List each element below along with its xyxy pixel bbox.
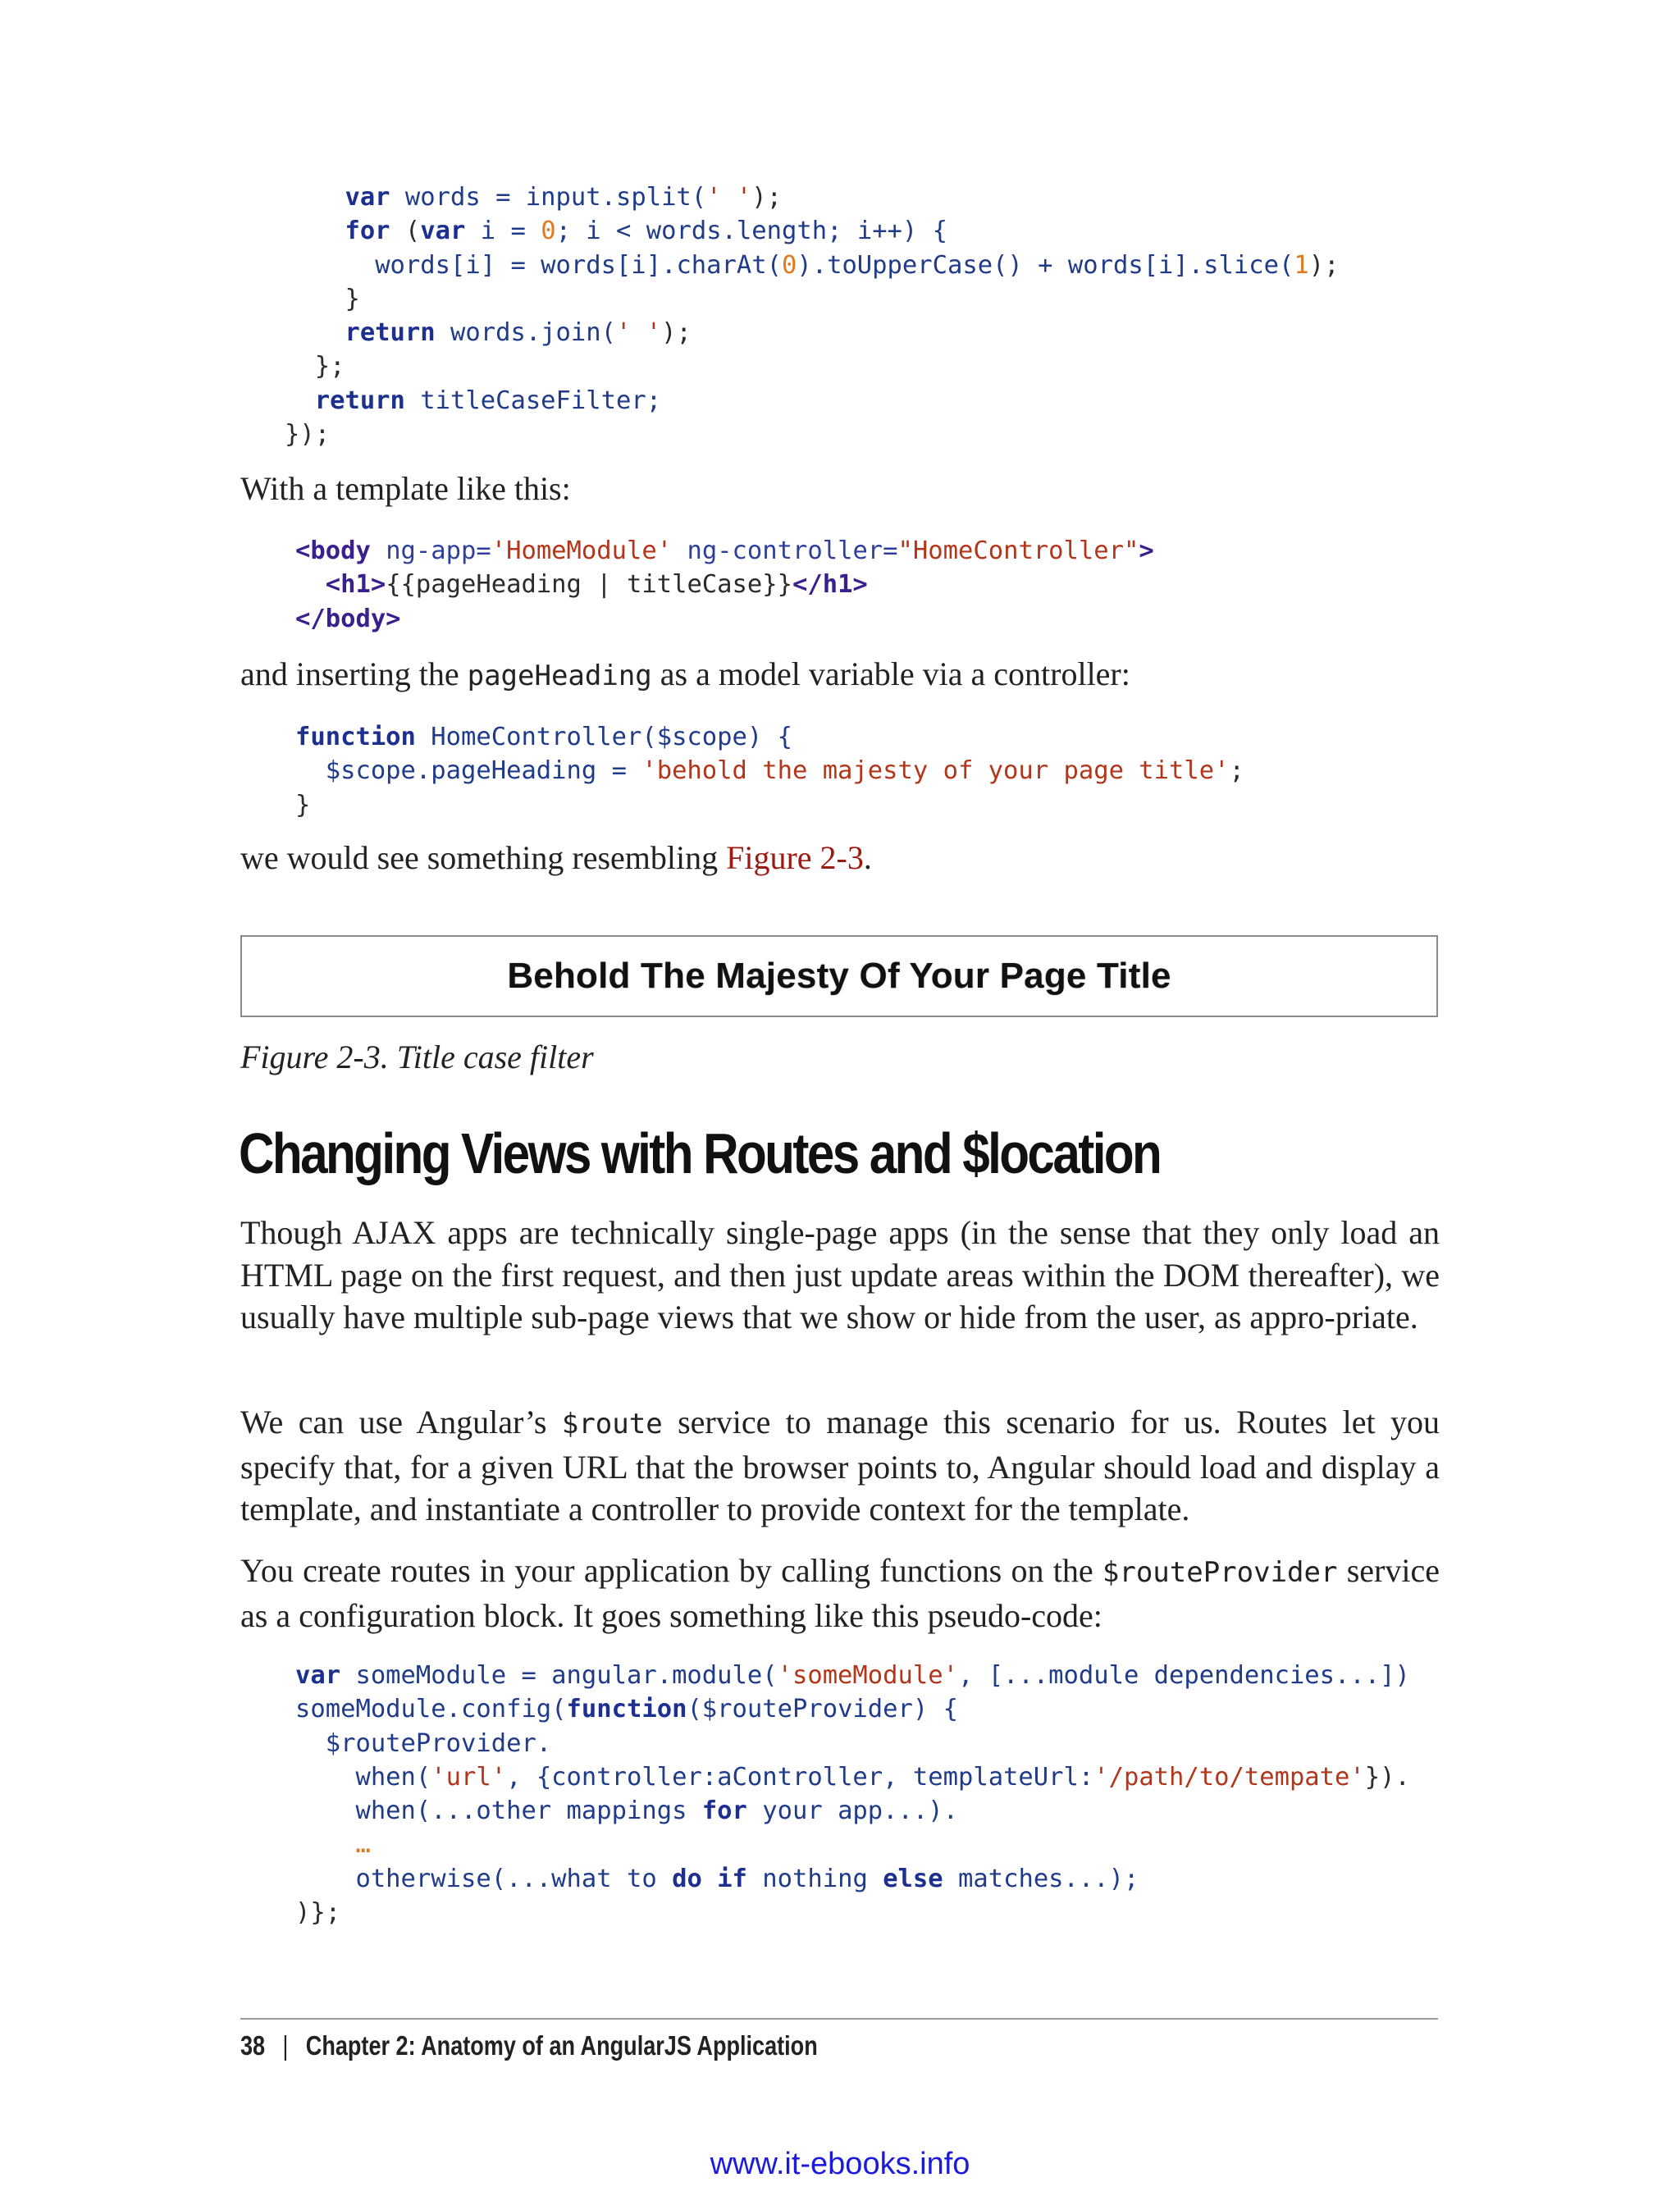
code-line — [285, 180, 1339, 214]
code-token: 0 — [541, 217, 556, 246]
code-token: > — [1139, 536, 1154, 565]
code-token: words.join( — [435, 318, 616, 348]
code-token: for — [345, 217, 390, 246]
code-token — [285, 217, 345, 245]
code-token: var — [295, 1661, 341, 1690]
code-token: ($routeProvider) { — [687, 1695, 958, 1724]
code-line — [285, 282, 1339, 316]
code-token: ng-app= — [370, 536, 491, 565]
code-token: matches...); — [943, 1864, 1139, 1893]
code-line — [295, 602, 1154, 636]
code-token: , [...module dependencies...]) — [957, 1661, 1410, 1690]
code-token: 0 — [781, 250, 797, 280]
code-token: for — [701, 1796, 747, 1826]
page-footer — [240, 2030, 818, 2061]
code-line — [285, 316, 1339, 349]
paragraph-text: With a template like this: — [240, 470, 571, 507]
code-token: … — [295, 1830, 371, 1860]
code-line — [295, 1862, 1410, 1896]
code-token: your app...). — [746, 1796, 958, 1826]
code-line — [295, 1896, 1410, 1929]
paragraph-text: service to manage this scenario for us. Routes let you specify that, for a given URL that the browser points to, Angular should load and display a template, and instantiate a controller to provide context for the template. — [240, 1404, 1440, 1527]
code-token: do — [672, 1864, 702, 1893]
paragraph-controller-intro — [240, 653, 1440, 698]
code-token: ng-controller= — [672, 536, 898, 565]
code-token: titleCaseFilter; — [404, 386, 662, 415]
code-token: 1 — [1294, 250, 1309, 280]
code-line — [295, 754, 1244, 788]
code-token — [285, 386, 315, 415]
code-token: ); — [661, 318, 692, 348]
code-line — [285, 249, 1339, 282]
paragraph-ajax: Though AJAX apps are technically single-page apps (in the sense that they only load an HTML page on the first request, and then just update areas within the DOM thereafter), we usually have multiple sub-page views that we show or hide from the user, as appro-priate. — [240, 1214, 1440, 1335]
code-token: return — [314, 386, 405, 415]
watermark-link[interactable]: www.it-ebooks.info — [710, 2147, 970, 2181]
code-line — [285, 214, 1339, 248]
code-token: var — [420, 217, 466, 246]
code-token: nothing — [746, 1864, 883, 1893]
code-token: </body> — [295, 604, 401, 633]
inline-code-routeprovider: $routeProvider — [1102, 1556, 1338, 1589]
figure-2-3-image — [240, 935, 1438, 1017]
code-token: } — [295, 790, 311, 819]
code-token: $routeProvider. — [295, 1728, 552, 1758]
inline-code-route: $route — [561, 1408, 663, 1440]
section-heading: Changing Views with Routes and $location — [239, 1121, 1161, 1185]
code-token: otherwise(...what to — [295, 1864, 673, 1893]
code-token: )}; — [295, 1898, 341, 1928]
code-token: ( — [390, 217, 421, 246]
code-token: i = — [465, 217, 541, 246]
code-token: when(...other mappings — [295, 1796, 702, 1826]
code-token: }). — [1364, 1762, 1410, 1792]
paragraph-see-figure — [240, 837, 1440, 879]
footer-separator: | — [282, 2030, 289, 2061]
code-token: }; — [285, 352, 345, 381]
code-token: var — [345, 183, 390, 212]
code-token: ); — [751, 183, 782, 212]
code-block-route-config — [295, 1659, 1410, 1929]
code-token — [285, 183, 345, 212]
page-number: 38 — [240, 2030, 266, 2061]
code-token: else — [883, 1864, 943, 1893]
code-token: }); — [285, 420, 331, 450]
figure-rendered-heading: Behold The Majesty Of Your Page Title — [507, 956, 1171, 996]
code-token: </h1> — [792, 570, 868, 600]
code-token: 'url' — [431, 1762, 507, 1792]
code-block-html-template — [295, 534, 1154, 636]
code-token: <h1> — [325, 570, 386, 600]
code-token — [285, 318, 345, 347]
code-token: ); — [1308, 250, 1340, 280]
code-token: words[i] = words[i].charAt( — [375, 250, 782, 280]
code-token: someModule.config( — [295, 1695, 567, 1724]
code-block-home-controller — [295, 720, 1244, 822]
code-token: if — [717, 1864, 747, 1893]
paragraph-text: and inserting the — [240, 655, 468, 692]
footer-divider — [240, 2018, 1438, 2020]
code-line — [295, 1760, 1410, 1794]
code-token: ).toUpperCase() + words[i].slice( — [797, 250, 1294, 280]
code-token: <body — [295, 536, 371, 565]
figure-caption: Figure 2-3. Title case filter — [240, 1039, 594, 1075]
paragraph-route-service — [240, 1401, 1440, 1531]
paragraph-template-intro — [240, 468, 1440, 510]
code-token: "HomeController" — [897, 536, 1139, 565]
code-line — [295, 788, 1244, 822]
code-token: return — [345, 318, 436, 348]
code-token: function — [566, 1695, 687, 1724]
code-line — [295, 568, 1154, 601]
code-token: ; i < words.length; i++) { — [555, 217, 948, 246]
code-token: 'behold the majesty of your page title' — [641, 756, 1230, 786]
code-token: 'someModule' — [777, 1661, 958, 1690]
code-token: HomeController($scope) { — [415, 723, 792, 751]
paragraph-text: . — [863, 839, 872, 876]
code-line — [285, 384, 1339, 418]
code-token: ' ' — [616, 318, 662, 348]
code-token: , {controller:aController, templateUrl: — [506, 1762, 1094, 1792]
code-token: 'HomeModule' — [491, 536, 673, 565]
code-token: $scope.pageHeading = — [295, 756, 642, 786]
code-line — [285, 418, 1339, 451]
paragraph-text: You create routes in your application by calling functions on the — [240, 1552, 1102, 1589]
paragraph-text: We can use Angular’s — [240, 1404, 562, 1440]
chapter-title: Chapter 2: Anatomy of an AngularJS Application — [305, 2030, 818, 2061]
code-line — [295, 1828, 1410, 1861]
code-token — [285, 251, 375, 280]
paragraph-text: as a model variable via a controller: — [651, 655, 1130, 692]
code-token: {{pageHeading | titleCase}} — [386, 570, 792, 600]
code-line — [295, 1727, 1410, 1760]
code-token: '/path/to/tempate' — [1093, 1762, 1365, 1792]
paragraph-route-provider — [240, 1550, 1440, 1637]
code-token: someModule = angular.module( — [340, 1661, 778, 1690]
code-token: ; — [1229, 756, 1244, 786]
code-token — [702, 1865, 717, 1893]
code-token: ' ' — [706, 183, 752, 212]
code-token — [295, 570, 326, 599]
code-token: function — [295, 723, 416, 751]
code-line — [295, 1794, 1410, 1828]
figure-2-3-link[interactable]: Figure 2-3 — [726, 839, 864, 876]
inline-code-pageheading: pageHeading — [467, 660, 652, 692]
paragraph-text: service as a configuration block. It goes something like this pseudo-code: — [240, 1552, 1440, 1634]
code-block-title-case-filter — [285, 180, 1339, 451]
code-token: } — [285, 284, 360, 313]
code-line — [295, 534, 1154, 568]
code-line — [295, 720, 1244, 754]
paragraph-text: we would see something resembling — [240, 839, 727, 876]
code-token: when( — [295, 1762, 431, 1792]
code-line — [295, 1692, 1410, 1726]
code-token: words = input.split( — [390, 183, 707, 212]
code-line — [285, 349, 1339, 383]
code-line — [295, 1659, 1410, 1692]
